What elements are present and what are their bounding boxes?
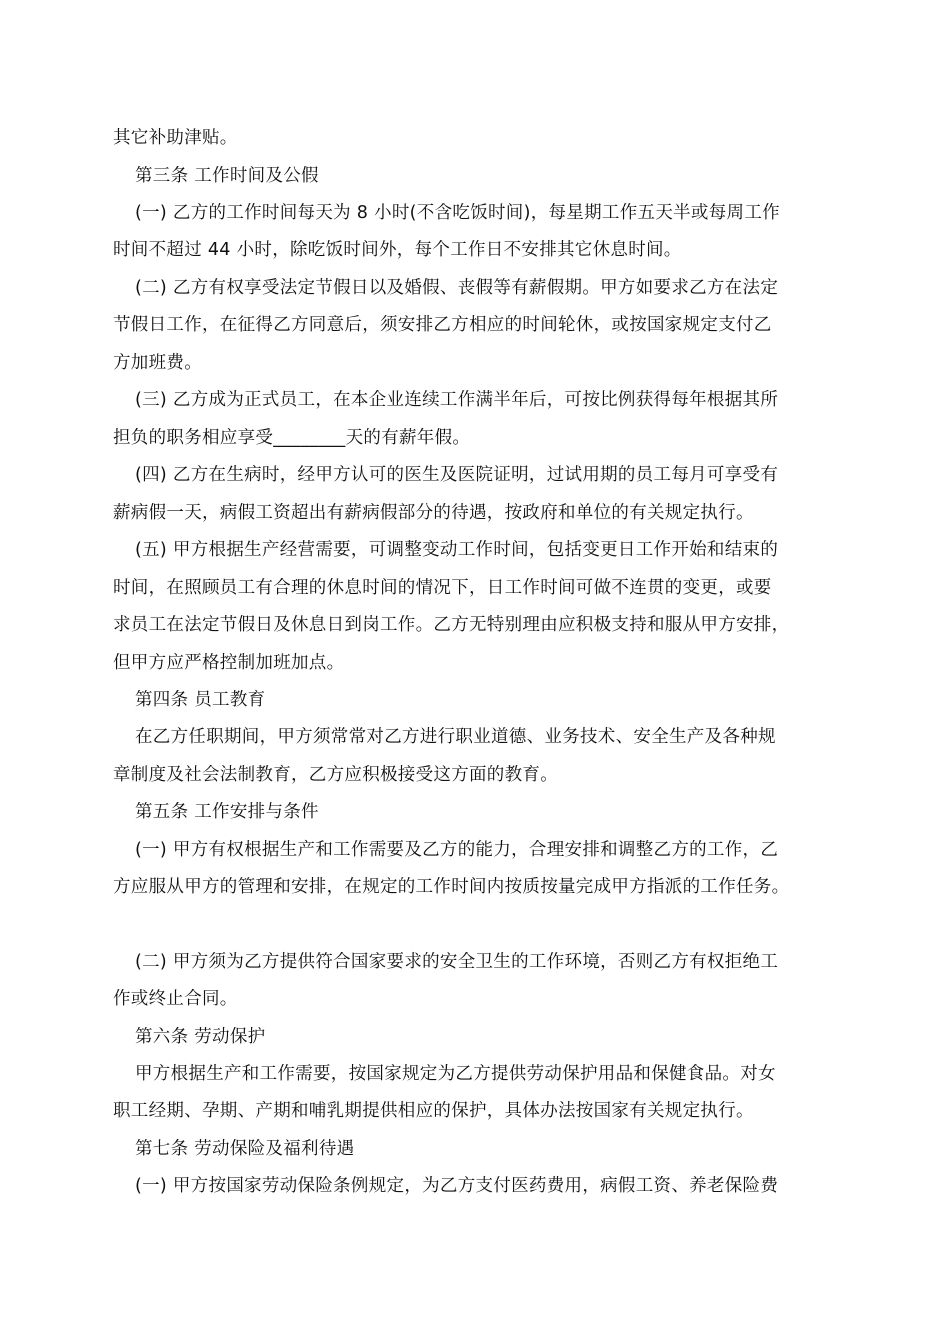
- section-heading: 第五条 工作安排与条件: [135, 802, 319, 822]
- text-line: (四) 乙方在生病时，经甲方认可的医生及医院证明，过试用期的员工每月可享受有: [135, 465, 779, 485]
- text-line: 担负的职务相应享受________天的有薪年假。: [113, 428, 471, 448]
- text-line: (二) 甲方须为乙方提供符合国家要求的安全卫生的工作环境，否则乙方有权拒绝工: [135, 952, 779, 972]
- section-heading: 第三条 工作时间及公假: [135, 166, 319, 186]
- text-line: 甲方根据生产和工作需要，按国家规定为乙方提供劳动保护用品和保健食品。对女: [135, 1064, 776, 1084]
- section-heading: 第六条 劳动保护: [135, 1027, 266, 1047]
- text-line: 作或终止合同。: [113, 989, 238, 1009]
- text-line: 其它补助津贴。: [113, 128, 238, 148]
- text-line: 时间不超过 44 小时，除吃饭时间外，每个工作日不安排其它休息时间。: [113, 240, 682, 260]
- text-line: 方应服从甲方的管理和安排，在规定的工作时间内按质按量完成甲方指派的工作任务。: [113, 877, 790, 897]
- text-line: (二) 乙方有权享受法定节假日以及婚假、丧假等有薪假期。甲方如要求乙方在法定: [135, 278, 779, 298]
- text-line: 章制度及社会法制教育，乙方应积极接受这方面的教育。: [113, 765, 558, 785]
- section-heading: 第七条 劳动保险及福利待遇: [135, 1139, 355, 1159]
- text-line: 方加班费。: [113, 353, 202, 373]
- text-line: 职工经期、孕期、产期和哺乳期提供相应的保护，具体办法按国家有关规定执行。: [113, 1101, 754, 1121]
- text-line: 但甲方应严格控制加班加点。: [113, 653, 345, 673]
- text-line: (三) 乙方成为正式员工，在本企业连续工作满半年后，可按比例获得每年根据其所: [135, 390, 779, 410]
- text-line: 时间，在照顾员工有合理的休息时间的情况下，日工作时间可做不连贯的变更，或要: [113, 578, 772, 598]
- text-line: 求员工在法定节假日及休息日到岗工作。乙方无特别理由应积极支持和服从甲方安排，: [113, 615, 790, 635]
- section-heading: 第四条 员工教育: [135, 690, 266, 710]
- text-line: (一) 甲方按国家劳动保险条例规定，为乙方支付医药费用，病假工资、养老保险费: [135, 1176, 779, 1196]
- text-line: (一) 甲方有权根据生产和工作需要及乙方的能力，合理安排和调整乙方的工作，乙: [135, 840, 779, 860]
- text-line: 薪病假一天，病假工资超出有薪病假部分的待遇，按政府和单位的有关规定执行。: [113, 503, 754, 523]
- text-line: (一) 乙方的工作时间每天为 8 小时(不含吃饭时间)，每星期工作五天半或每周工作: [135, 203, 780, 223]
- text-line: (五) 甲方根据生产经营需要，可调整变动工作时间，包括变更日工作开始和结束的: [135, 540, 779, 560]
- text-line: 在乙方任职期间，甲方须常常对乙方进行职业道德、业务技术、安全生产及各种规: [135, 727, 776, 747]
- text-line: 节假日工作，在征得乙方同意后，须安排乙方相应的时间轮休，或按国家规定支付乙: [113, 315, 772, 335]
